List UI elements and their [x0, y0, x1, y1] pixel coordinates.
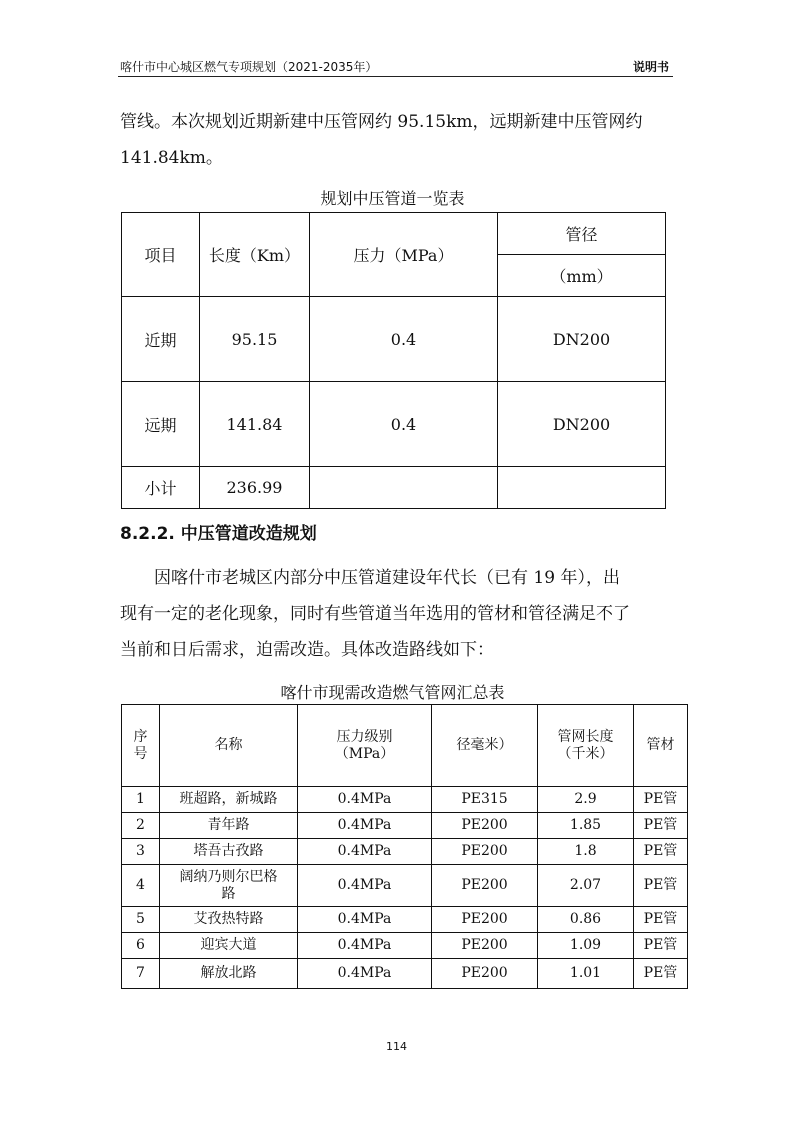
table1-cell-item: 远期 [122, 382, 200, 467]
table2-cell-length: 0.86 [538, 907, 634, 933]
table2-cell-diameter: PE315 [432, 787, 538, 813]
table2-cell-length: 1.09 [538, 933, 634, 959]
table2-cell-pressure: 0.4MPa [298, 907, 432, 933]
table-row [122, 813, 688, 839]
table2-cell-name: 班超路，新城路 [160, 787, 298, 813]
table2-cell-no: 3 [122, 839, 160, 865]
table2-cell-name: 青年路 [160, 813, 298, 839]
table2-cell-material: PE管 [634, 787, 688, 813]
table2-cell-name: 阔纳乃则尔巴格路 [160, 865, 298, 907]
table1-caption: 规划中压管道一览表 [320, 189, 465, 208]
table-row [122, 907, 688, 933]
table2-cell-material: PE管 [634, 907, 688, 933]
table1-cell-pressure: 0.4 [310, 382, 498, 467]
renovation-pipeline-table [121, 704, 688, 989]
intro-line-1: 管线。本次规划近期新建中压管网约 95.15km，远期新建中压管网约 [120, 112, 643, 132]
table2-cell-material: PE管 [634, 813, 688, 839]
table2-cell-pressure: 0.4MPa [298, 787, 432, 813]
table1-header-item: 项目 [122, 213, 200, 297]
intro-line-2: 141.84km。 [120, 148, 223, 168]
header-title: 喀什市中心城区燃气专项规划（2021-2035年） [120, 60, 378, 74]
table2-cell-no: 2 [122, 813, 160, 839]
table2-cell-no: 5 [122, 907, 160, 933]
pipeline-summary-table [121, 212, 666, 509]
table2-cell-no: 1 [122, 787, 160, 813]
table1-cell-pressure: 0.4 [310, 297, 498, 382]
table2-cell-material: PE管 [634, 933, 688, 959]
table2-header-diameter: 径毫米） [432, 705, 538, 787]
table2-cell-length: 2.9 [538, 787, 634, 813]
table2-cell-length: 2.07 [538, 865, 634, 907]
table1-cell-pressure [310, 467, 498, 509]
table2-cell-pressure: 0.4MPa [298, 933, 432, 959]
table2-cell-name: 塔吾古孜路 [160, 839, 298, 865]
table1-cell-item: 近期 [122, 297, 200, 382]
table2-cell-length: 1.85 [538, 813, 634, 839]
table2-cell-pressure: 0.4MPa [298, 813, 432, 839]
table2-header-no: 序号 [122, 705, 160, 787]
table1-header-pressure: 压力（MPa） [310, 213, 498, 297]
table1-header-diameter-unit: （mm） [498, 255, 666, 297]
table2-cell-no: 7 [122, 959, 160, 989]
table2-cell-diameter: PE200 [432, 865, 538, 907]
body-line-2: 现有一定的老化现象，同时有些管道当年选用的管材和管径满足不了 [120, 604, 630, 624]
table-row [122, 959, 688, 989]
table1-cell-length: 236.99 [200, 467, 310, 509]
table2-cell-diameter: PE200 [432, 839, 538, 865]
table-row [122, 297, 666, 382]
body-line-3: 当前和日后需求，迫需改造。具体改造路线如下： [120, 640, 494, 660]
table2-cell-length: 1.8 [538, 839, 634, 865]
table2-cell-name: 迎宾大道 [160, 933, 298, 959]
table2-cell-name: 解放北路 [160, 959, 298, 989]
table2-cell-diameter: PE200 [432, 907, 538, 933]
header-right: 说明书 [632, 60, 669, 74]
table2-cell-material: PE管 [634, 959, 688, 989]
table2-cell-no: 6 [122, 933, 160, 959]
table2-header-pressure: 压力级别（MPa） [298, 705, 432, 787]
page-number: 114 [386, 1040, 407, 1053]
section-heading: 8.2.2. 中压管道改造规划 [120, 524, 317, 544]
table-row [122, 382, 666, 467]
page-header [118, 56, 673, 77]
table2-cell-no: 4 [122, 865, 160, 907]
table1-cell-diameter: DN200 [498, 382, 666, 467]
body-line-1: 因喀什市老城区内部分中压管道建设年代长（已有 19 年），出 [120, 568, 620, 588]
table-row [122, 467, 666, 509]
table2-cell-material: PE管 [634, 865, 688, 907]
table-row [122, 865, 688, 907]
table2-caption: 喀什市现需改造燃气管网汇总表 [280, 683, 505, 702]
table1-cell-diameter: DN200 [498, 297, 666, 382]
table2-cell-pressure: 0.4MPa [298, 839, 432, 865]
table1-cell-diameter [498, 467, 666, 509]
table1-cell-item: 小计 [122, 467, 200, 509]
table2-header-material: 管材 [634, 705, 688, 787]
table2-header-length: 管网长度（千米） [538, 705, 634, 787]
table-row [122, 787, 688, 813]
table1-cell-length: 95.15 [200, 297, 310, 382]
table-row [122, 933, 688, 959]
table2-cell-material: PE管 [634, 839, 688, 865]
table2-cell-diameter: PE200 [432, 933, 538, 959]
table1-header-length: 长度（Km） [200, 213, 310, 297]
table2-cell-diameter: PE200 [432, 813, 538, 839]
table2-cell-name: 艾孜热特路 [160, 907, 298, 933]
table1-cell-length: 141.84 [200, 382, 310, 467]
table2-cell-length: 1.01 [538, 959, 634, 989]
table2-cell-pressure: 0.4MPa [298, 959, 432, 989]
table2-cell-diameter: PE200 [432, 959, 538, 989]
table2-cell-pressure: 0.4MPa [298, 865, 432, 907]
table2-header-name: 名称 [160, 705, 298, 787]
table1-header-diameter: 管径 [498, 213, 666, 255]
table-row [122, 839, 688, 865]
